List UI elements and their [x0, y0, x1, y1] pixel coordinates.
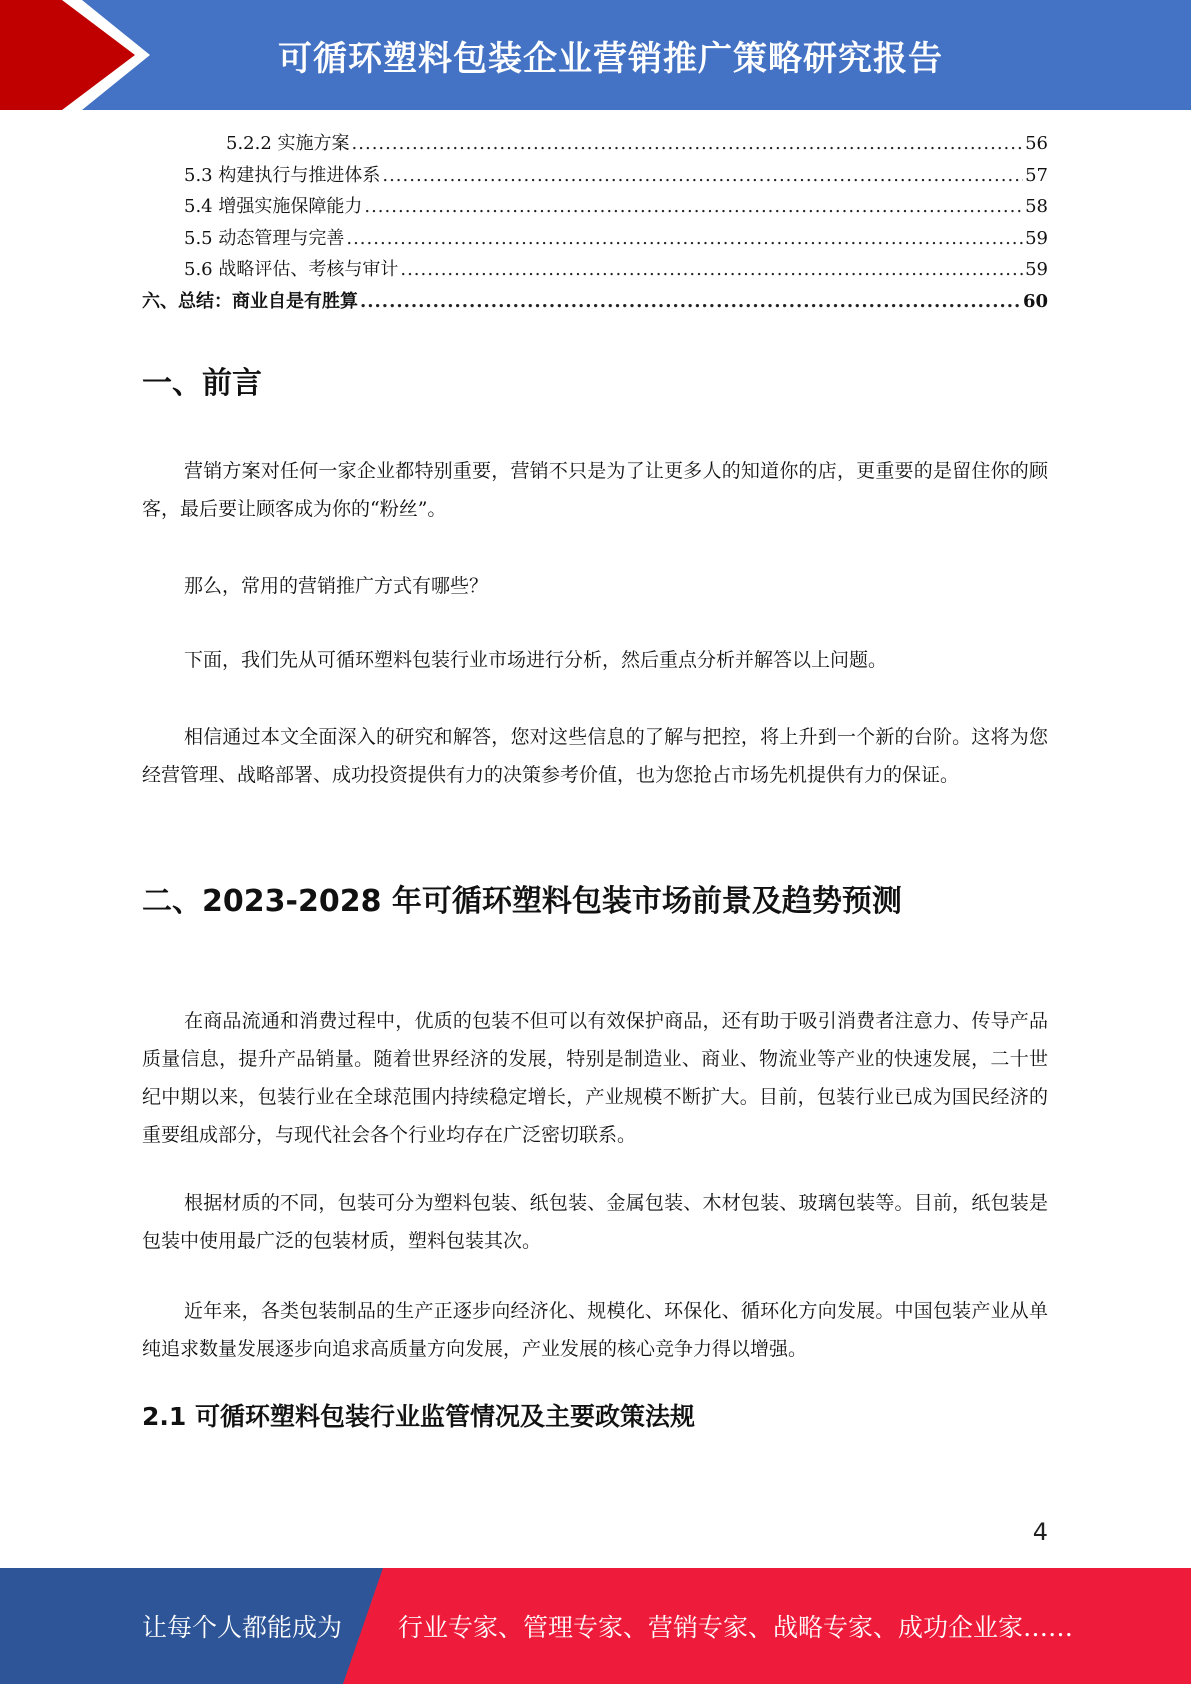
toc-leader-dots [400, 254, 1023, 286]
toc-page-number: 60 [1022, 290, 1048, 312]
paragraph: 根据材质的不同，包装可分为塑料包装、纸包装、金属包装、木材包装、玻璃包装等。目前，纸包装是包装中使用最广泛的包装材质，塑料包装其次。 [142, 1192, 1048, 1252]
toc-page-number: 58 [1025, 196, 1048, 217]
toc-leader-dots [364, 191, 1023, 223]
toc-entry[interactable] [142, 191, 1048, 223]
toc-label: 5.5 动态管理与完善 [184, 227, 345, 249]
subsection-heading: 2.1 可循环塑料包装行业监管情况及主要政策法规 [142, 1402, 695, 1431]
toc-entry[interactable] [142, 223, 1048, 255]
toc-label: 5.4 增强实施保障能力 [184, 196, 363, 217]
paragraph: 在商品流通和消费过程中，优质的包装不但可以有效保护商品，还有助于吸引消费者注意力、传导产品质量信息，提升产品销量。随着世界经济的发展，特别是制造业、商业、物流业等产业的快速发展，二十世纪中期以来，包装行业在全球范围内持续稳定增长，产业规模不断扩大。目前，包装行业已成为国民经济的重要组成部分，与现代社会各个行业均存在广泛密切联系。 [142, 1010, 1048, 1146]
toc-page-number: 56 [1025, 133, 1048, 154]
page-number: 4 [1032, 1518, 1048, 1546]
toc-label: 5.6 战略评估、考核与审计 [184, 259, 399, 280]
toc-leader-dots [382, 160, 1023, 192]
paragraph: 相信通过本文全面深入的研究和解答，您对这些信息的了解与把控，将上升到一个新的台阶。这将为您经营管理、战略部署、成功投资提供有力的决策参考价值，也为您抢占市场先机提供有力的保证。 [142, 726, 1048, 786]
toc-leader-dots [352, 128, 1024, 160]
toc-label: 5.2.2 实施方案 [226, 133, 350, 154]
toc-page-number: 59 [1025, 227, 1048, 249]
toc-leader-dots [346, 223, 1023, 255]
report-title: 可循环塑料包装企业营销推广策略研究报告 [278, 38, 943, 79]
paragraph: 近年来，各类包装制品的生产正逐步向经济化、规模化、环保化、循环化方向发展。中国包装产业从单纯追求数量发展逐步向追求高质量方向发展，产业发展的核心竞争力得以增强。 [142, 1300, 1048, 1360]
header-banner [0, 0, 1191, 110]
toc-entry[interactable] [142, 286, 1048, 318]
paragraph: 下面，我们先从可循环塑料包装行业市场进行分析，然后重点分析并解答以上问题。 [184, 649, 888, 671]
paragraph: 那么，常用的营销推广方式有哪些？ [184, 575, 489, 597]
toc-page-number: 59 [1025, 259, 1048, 280]
footer-banner [0, 1568, 1191, 1684]
toc-page-number: 57 [1025, 164, 1048, 186]
footer-slogan-right: 行业专家、管理专家、营销专家、战略专家、成功企业家…… [398, 1613, 1074, 1642]
toc-label: 六、总结：商业自是有胜算 [142, 290, 358, 312]
table-of-contents [142, 128, 1048, 317]
section-heading-market-outlook: 二、2023-2028 年可循环塑料包装市场前景及趋势预测 [142, 884, 902, 919]
paragraph: 营销方案对任何一家企业都特别重要，营销不只是为了让更多人的知道你的店，更重要的是留住你的顾客，最后要让顾客成为你的“粉丝”。 [142, 460, 1048, 520]
toc-leader-dots [360, 286, 1021, 318]
header-arrow-decoration [0, 0, 150, 110]
toc-entry[interactable] [142, 254, 1048, 286]
section-heading-preface: 一、前言 [142, 366, 262, 401]
toc-label: 5.3 构建执行与推进体系 [184, 164, 381, 186]
toc-entry[interactable] [142, 160, 1048, 192]
toc-entry[interactable] [142, 128, 1048, 160]
footer-slogan-left: 让每个人都能成为 [142, 1613, 343, 1642]
